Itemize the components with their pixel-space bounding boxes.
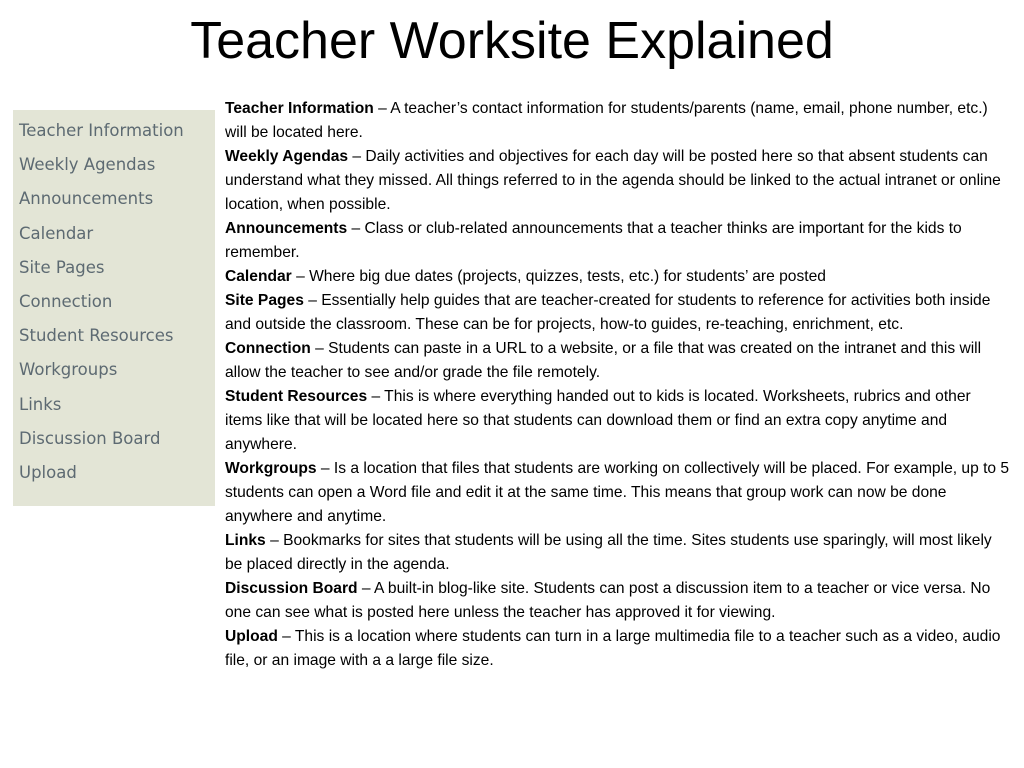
entry-term: Site Pages (225, 292, 304, 309)
nav-item-site-pages[interactable]: Site Pages (19, 257, 105, 277)
entry-connection (225, 337, 1010, 385)
nav-item-links[interactable]: Links (19, 394, 62, 414)
entry-weekly-agendas (225, 145, 1010, 217)
worksite-nav-panel (13, 110, 215, 506)
nav-item-upload[interactable]: Upload (19, 462, 77, 482)
nav-item-workgroups[interactable]: Workgroups (19, 360, 118, 380)
entry-term: Workgroups (225, 460, 317, 477)
entry-description: – This is where everything handed out to kids is located. Worksheets, rubrics and other items like that will be located here so that students can download them or find an extra copy anytime and anywhere. (225, 388, 971, 453)
nav-item-calendar[interactable]: Calendar (19, 223, 94, 243)
nav-item-student-resources[interactable]: Student Resources (19, 326, 174, 346)
entry-description: – Is a location that files that students are working on collectively will be placed. For example, up to 5 students can open a Word file and edit it at the same time. This means that group work can now be done anywhere and anytime. (225, 460, 1010, 525)
entry-links (225, 529, 1010, 577)
entry-teacher-information (225, 97, 1010, 145)
nav-item-teacher-information[interactable]: Teacher Information (19, 121, 184, 140)
entry-site-pages (225, 289, 1010, 337)
entry-term: Announcements (225, 220, 348, 237)
entry-description: – Essentially help guides that are teacher-created for students to reference for activities both inside and outside the classroom. These can be for projects, how-to guides, re-teaching, enrichment, etc. (225, 292, 991, 333)
entry-description: – This is a location where students can turn in a large multimedia file to a teacher such as a video, audio file, or an image with a a large file size. (225, 628, 1001, 669)
entry-description: – Bookmarks for sites that students will be using all the time. Sites students use sparingly, will most likely be placed directly in the agenda. (225, 532, 992, 573)
entry-term: Discussion Board (225, 580, 358, 597)
entry-description: – Where big due dates (projects, quizzes, tests, etc.) for students’ are posted (291, 268, 826, 285)
nav-item-connection[interactable]: Connection (19, 291, 113, 311)
entry-description: – A teacher’s contact information for students/parents (name, email, phone number, etc.) will be located here. (225, 100, 988, 141)
entry-upload (225, 625, 1010, 673)
entry-term: Upload (225, 628, 278, 645)
entry-term: Weekly Agendas (225, 148, 349, 165)
entry-term: Teacher Information (225, 100, 374, 117)
entry-announcements (225, 217, 1010, 265)
entry-workgroups (225, 457, 1010, 529)
nav-item-discussion-board[interactable]: Discussion Board (19, 428, 161, 448)
entry-term: Calendar (225, 268, 292, 285)
slide-title: Teacher Worksite Explained (190, 12, 834, 70)
entry-term: Student Resources (225, 388, 368, 405)
entry-description: – Class or club-related announcements that a teacher thinks are important for the kids to remember. (225, 220, 962, 261)
entry-description: – Daily activities and objectives for each day will be posted here so that absent students can understand what they missed. All things referred to in the agenda should be linked to the actual intranet or online location, when possible. (225, 148, 1001, 213)
entry-student-resources (225, 385, 1010, 457)
nav-item-announcements[interactable]: Announcements (19, 189, 154, 209)
nav-item-weekly-agendas[interactable]: Weekly Agendas (19, 155, 156, 175)
explanation-list (225, 97, 1010, 673)
entry-description: – A built-in blog-like site. Students can post a discussion item to a teacher or vice versa. No one can see what is posted here unless the teacher has approved it for viewing. (225, 580, 991, 621)
entry-term: Links (225, 532, 266, 549)
entry-term: Connection (225, 340, 311, 357)
entry-discussion-board (225, 577, 1010, 625)
entry-calendar (225, 265, 1010, 289)
entry-description: – Students can paste in a URL to a website, or a file that was created on the intranet and this will allow the teacher to see and/or grade the file remotely. (225, 340, 982, 381)
